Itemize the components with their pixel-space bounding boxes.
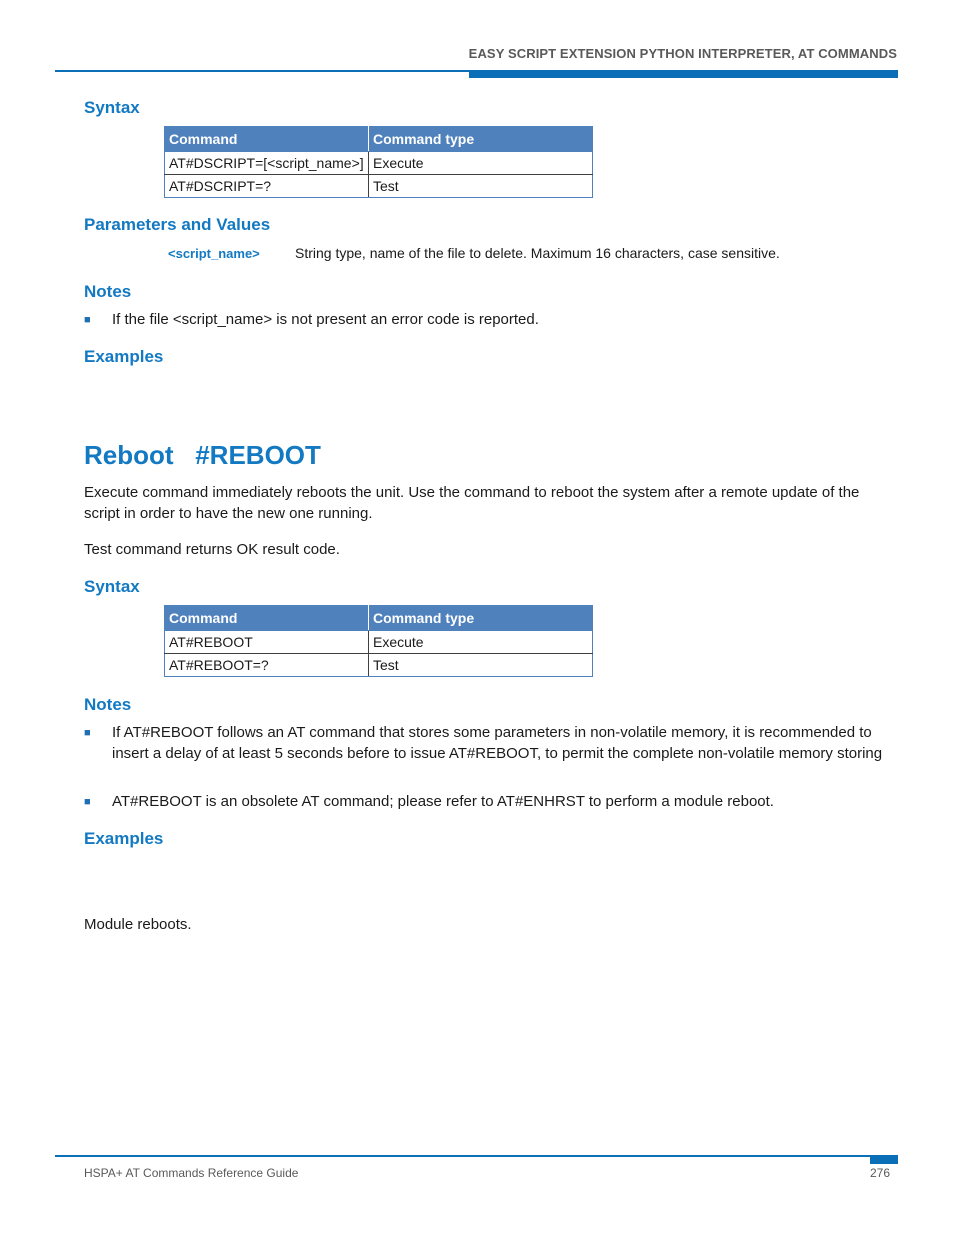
table-cell: AT#REBOOT=? [165,654,369,677]
description-paragraph: Test command returns OK result code. [84,541,340,558]
table-cell: Test [369,175,593,198]
syntax-heading-2: Syntax [84,577,140,596]
syntax-heading-1: Syntax [84,98,140,117]
note-item: If AT#REBOOT follows an AT command that stores some parameters in non-volatile memory, it is recommended to insert a delay of at least 5 seconds before to issue AT#REBOOT, to permit the complete non-volatile memory storing [112,724,883,762]
note-item: If the file <script_name> is not present an error code is reported. [112,311,539,328]
header-accent-bar [469,70,898,78]
parameter-description: String type, name of the file to delete. Maximum 16 characters, case sensitive. [295,245,780,261]
column-header-command: Command [165,127,369,152]
column-header-command-type: Command type [369,127,593,152]
table-row [165,631,593,654]
parameter-name: <script_name> [168,246,260,261]
note-item: AT#REBOOT is an obsolete AT command; please refer to AT#ENHRST to perform a module reboot. [112,793,774,810]
page-number: 276 [870,1166,891,1180]
notes-heading-2: Notes [84,695,132,714]
table-cell: AT#REBOOT [165,631,369,654]
table-cell: AT#DSCRIPT=? [165,175,369,198]
footer-document-title: HSPA+ AT Commands Reference Guide [84,1166,299,1180]
table-header-row [165,127,593,152]
examples-heading-1: Examples [84,347,164,366]
description-paragraph: Execute command immediately reboots the unit. Use the command to reboot the system after a remote update of the script in order to have the new one running. [84,484,860,522]
bullet-icon: ■ [84,314,91,326]
table-cell: Test [369,654,593,677]
section-title-reboot: Reboot #REBOOT [84,440,321,470]
table-row [165,654,593,677]
table-cell: AT#DSCRIPT=[<script_name>] [165,152,369,175]
column-header-command: Command [165,606,369,631]
table-header-row [165,606,593,631]
column-header-command-type: Command type [369,606,593,631]
examples-heading-2: Examples [84,829,164,848]
footer-rule [55,1155,870,1157]
bullet-icon: ■ [84,727,91,739]
bullet-icon: ■ [84,796,91,808]
table-cell: Execute [369,152,593,175]
parameters-heading: Parameters and Values [84,215,271,234]
table-row [165,175,593,198]
table-cell: Execute [369,631,593,654]
running-header-title: EASY SCRIPT EXTENSION PYTHON INTERPRETER, AT COMMANDS [468,46,897,61]
syntax-table-2 [164,605,593,677]
header-rule [55,70,469,72]
table-row [165,152,593,175]
notes-heading-1: Notes [84,282,132,301]
example-text: Module reboots. [84,916,192,933]
footer-accent-bar [870,1155,898,1164]
syntax-table-1 [164,126,593,198]
